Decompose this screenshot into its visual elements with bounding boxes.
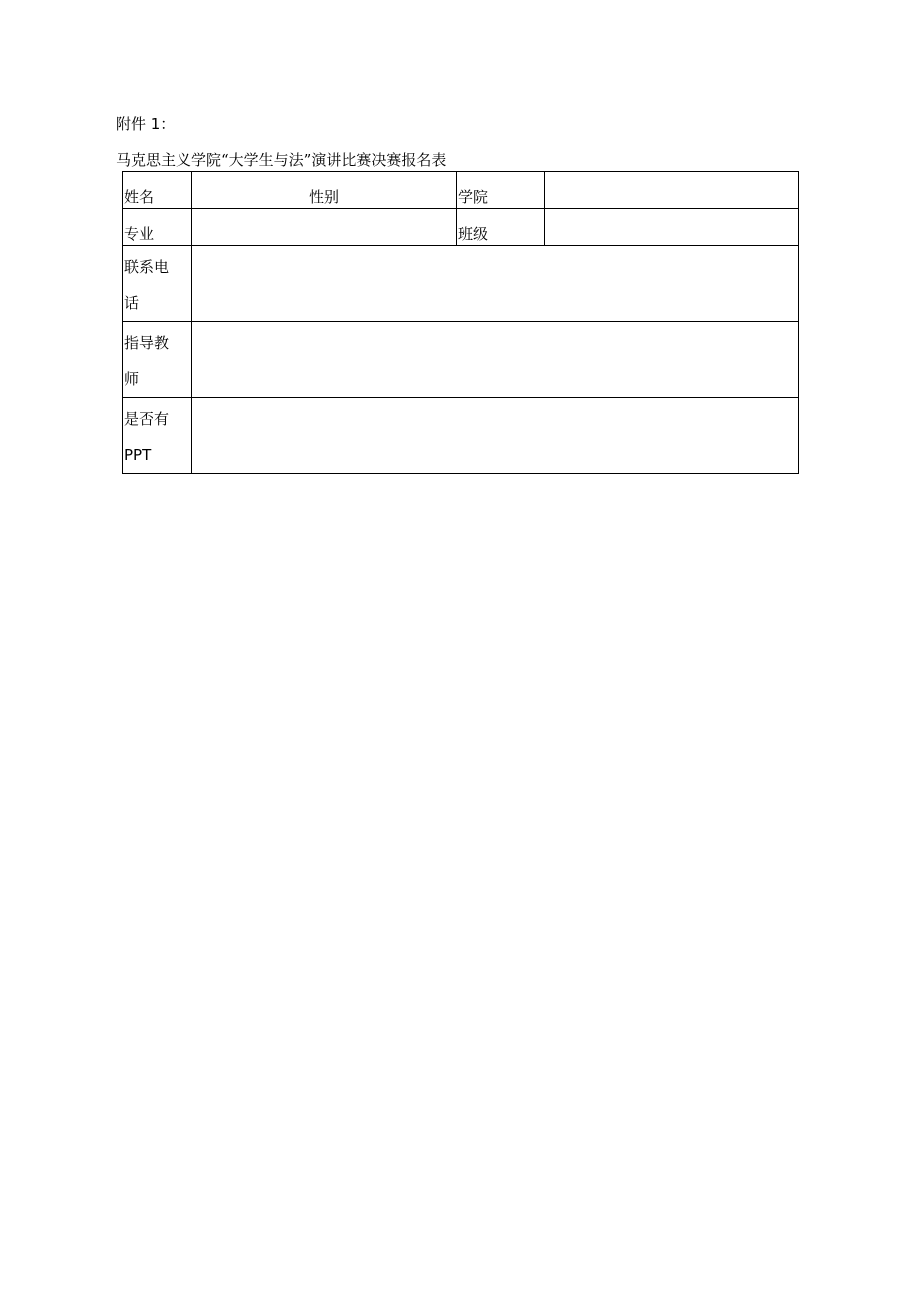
advisor-value-cell[interactable]: [192, 322, 799, 398]
advisor-label-line2: 师: [124, 370, 140, 388]
major-label-cell: [123, 209, 192, 246]
college-label-cell: [457, 172, 545, 209]
table-row-ppt: [123, 398, 799, 474]
name-label-cell: [123, 172, 192, 209]
class-label-cell: [457, 209, 545, 246]
phone-label-line1: 联系电: [124, 258, 170, 276]
phone-value-cell[interactable]: [192, 246, 799, 322]
registration-form-table: [122, 171, 799, 474]
phone-label-line2: 话: [124, 294, 140, 312]
major-value-cell[interactable]: [192, 209, 457, 246]
name-label: 姓名: [124, 188, 155, 206]
college-label: 学院: [458, 188, 489, 206]
ppt-label-cell: [123, 398, 192, 474]
ppt-label-line1: 是否有: [124, 410, 170, 428]
ppt-value-cell[interactable]: [192, 398, 799, 474]
table-row-name: [123, 172, 799, 209]
phone-label-cell: [123, 246, 192, 322]
advisor-label-cell: [123, 322, 192, 398]
gender-cell[interactable]: [192, 172, 457, 209]
class-label: 班级: [458, 225, 489, 243]
form-title: 马克思主义学院“大学生与法”演讲比赛决赛报名表: [116, 151, 447, 169]
table-row-major: [123, 209, 799, 246]
ppt-label-line2: PPT: [124, 446, 152, 464]
advisor-label-line1: 指导教: [124, 334, 170, 352]
gender-label: 性别: [308, 188, 339, 206]
college-value-cell[interactable]: [545, 172, 799, 209]
class-value-cell[interactable]: [545, 209, 799, 246]
table-row-advisor: [123, 322, 799, 398]
attachment-label: 附件 1：: [116, 115, 176, 133]
table-row-phone: [123, 246, 799, 322]
major-label: 专业: [124, 225, 155, 243]
